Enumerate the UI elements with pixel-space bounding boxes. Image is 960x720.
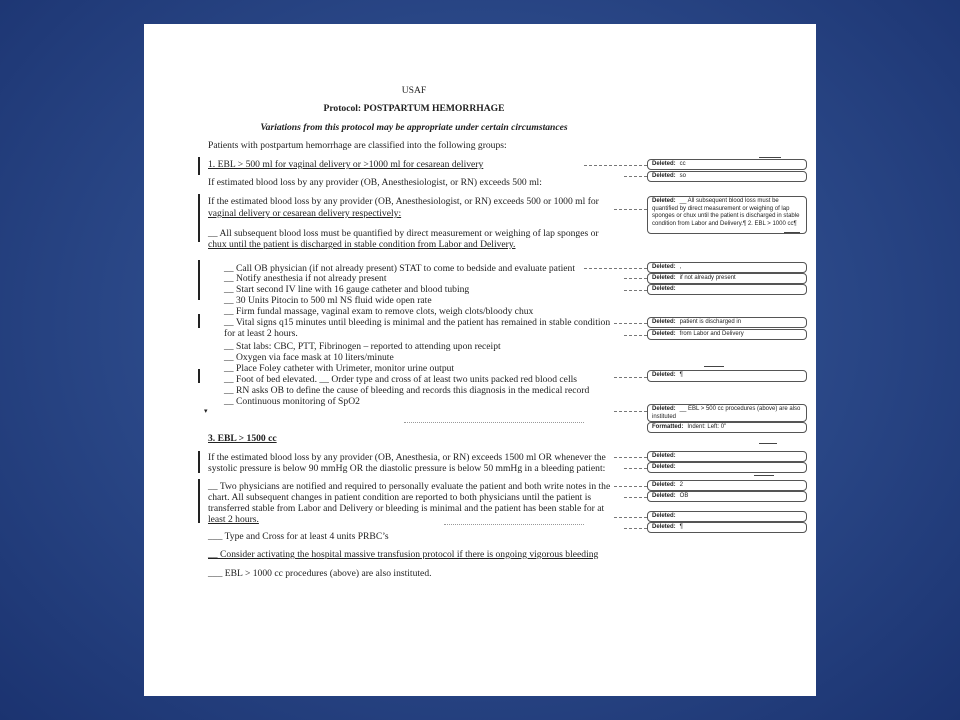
org-heading: USAF: [401, 85, 427, 96]
list-item: __ Notify anesthesia if not already present: [224, 273, 387, 284]
comment-balloon[interactable]: [647, 171, 807, 182]
comment-balloon[interactable]: [647, 262, 807, 273]
comment-text: if not already present: [679, 275, 736, 281]
section1-para-a: If the estimated blood loss by any provider (OB, Anesthesiologist, or RN) exceeds 500 or 1000 ml for: [208, 196, 599, 207]
comment-label: Deleted:: [652, 319, 676, 325]
comment-balloon[interactable]: [647, 491, 807, 502]
comment-text: patient is discharged in: [679, 319, 742, 325]
change-bar: [198, 369, 200, 383]
list-item: __ Oxygen via face mask at 10 liters/minute: [224, 352, 394, 363]
list-item: __ Stat labs: CBC, PTT, Fibrinogen – reported to attending upon receipt: [224, 341, 501, 352]
comment-text: OB: [679, 493, 689, 499]
change-bar: [198, 479, 200, 523]
comment-text: cc: [679, 161, 686, 167]
variation-note: Variations from this protocol may be appropriate under certain circumstances: [260, 122, 568, 133]
comment-leader: [624, 290, 647, 291]
section1-para-b: vaginal delivery or cesarean delivery respectively:: [208, 208, 402, 219]
comment-leader: [624, 335, 647, 336]
comment-balloon[interactable]: [647, 273, 807, 284]
comment-text: ¶: [679, 372, 683, 378]
section3-two-d: least 2 hours.: [208, 514, 259, 525]
comment-label: Deleted:: [652, 482, 676, 488]
comment-leader: [624, 528, 647, 529]
comment-balloon[interactable]: [647, 317, 807, 328]
comment-text: 2: [679, 482, 684, 488]
comment-balloon[interactable]: [647, 284, 807, 295]
scan-mark: [704, 366, 724, 367]
scan-mark: [444, 524, 584, 525]
comment-label: Deleted:: [652, 513, 676, 519]
section3-para-a: If the estimated blood loss by any provider (OB, Anesthesia, or RN) exceeds 1500 ml OR whenever the: [208, 452, 606, 463]
comment-label: Deleted:: [652, 493, 676, 499]
comment-leader: [614, 457, 647, 458]
comment-leader: [624, 278, 647, 279]
list-item: __ Start second IV line with 16 gauge catheter and blood tubing: [224, 284, 470, 295]
comment-text: from Labor and Delivery: [679, 331, 744, 337]
comment-leader: [624, 176, 647, 177]
list-item: for at least 2 hours.: [224, 328, 298, 339]
list-item: __ Place Foley catheter with Urimeter, monitor urine output: [224, 363, 455, 374]
comment-label: Deleted:: [652, 372, 676, 378]
change-bar: [198, 314, 200, 328]
comment-leader: [624, 497, 647, 498]
change-bar: [198, 260, 200, 300]
section3-two-a: __ Two physicians are notified and required to personally evaluate the patient and both write notes in the: [208, 481, 611, 492]
change-bar: [198, 157, 200, 175]
document-page: [144, 24, 816, 696]
comment-balloon[interactable]: [647, 159, 807, 170]
scan-mark: [404, 422, 584, 423]
comment-balloon[interactable]: [647, 451, 807, 462]
comment-leader: [624, 468, 647, 469]
comment-label: Deleted:: [652, 524, 676, 530]
scan-mark: [759, 157, 781, 158]
comment-label: Deleted:: [652, 331, 676, 337]
comment-label: Deleted:: [652, 198, 676, 204]
comment-balloon[interactable]: [647, 329, 807, 340]
section1-sub-a: __ All subsequent blood loss must be quantified by direct measurement or weighing of lap sponges or: [208, 228, 599, 239]
comment-text: ¶: [679, 524, 683, 530]
section1-heading: 1. EBL > 500 ml for vaginal delivery or >1000 ml for cesarean delivery: [208, 159, 484, 170]
list-item: __ RN asks OB to define the cause of bleeding and records this diagnosis in the medical record: [224, 385, 590, 396]
scan-mark: [754, 475, 774, 476]
list-item: __ Vital signs q15 minutes until bleeding is minimal and the patient has remained in stable condition: [224, 317, 611, 328]
comment-leader: [614, 486, 647, 487]
comment-balloon[interactable]: [647, 370, 807, 382]
comment-leader: [614, 517, 647, 518]
section1-line: If estimated blood loss by any provider (OB, Anesthesiologist, or RN) exceeds 500 ml:: [208, 177, 542, 188]
list-item: __ Foot of bed elevated. __ Order type and cross of at least two units packed red blood cells: [224, 374, 578, 385]
comment-text: Indent: Left: 0": [687, 424, 727, 430]
section3-para-b: systolic pressure is below 90 mmHg OR the diastolic pressure is below 50 mmHg in a bleeding patient:: [208, 463, 606, 474]
comment-label: Deleted:: [652, 286, 676, 292]
comment-balloon[interactable]: [647, 480, 807, 491]
comment-leader: [614, 209, 647, 210]
comment-leader: [584, 268, 647, 269]
section3-two-c: transferred stable from Labor and Delivery or bleeding is minimal and the patient has been stable for at: [208, 503, 605, 514]
scan-mark: [759, 443, 777, 444]
comment-leader: [614, 323, 647, 324]
comment-balloon[interactable]: [647, 422, 807, 433]
comment-balloon[interactable]: [647, 196, 807, 234]
list-item: __ Call OB physician (if not already present) STAT to come to bedside and evaluate patient: [224, 263, 575, 274]
comment-label: Deleted:: [652, 173, 676, 179]
scan-mark: [784, 232, 800, 233]
section3-type-cross: ___ Type and Cross for at least 4 units PRBC’s: [208, 531, 389, 542]
comment-text: so: [679, 173, 687, 179]
comment-label: Deleted:: [652, 264, 676, 270]
section3-heading: 3. EBL > 1500 cc: [208, 433, 277, 444]
section3-two-b: chart. All subsequent changes in patient condition are reported to both physicians until the patient is: [208, 492, 592, 503]
comment-balloon[interactable]: [647, 462, 807, 473]
section3-consider: __ Consider activating the hospital massive transfusion protocol if there is ongoing vigorous bleeding: [208, 549, 599, 560]
list-item: __ 30 Units Pitocin to 500 ml NS fluid wide open rate: [224, 295, 432, 306]
comment-label: Deleted:: [652, 275, 676, 281]
section1-sub-b: chux until the patient is discharged in stable condition from Labor and Delivery.: [208, 239, 516, 250]
change-bar: [198, 194, 200, 242]
comment-label: Deleted:: [652, 464, 676, 470]
comment-label: Deleted:: [652, 161, 676, 167]
comment-balloon[interactable]: [647, 522, 807, 533]
comment-leader: [584, 165, 647, 166]
list-item: __ Continuous monitoring of SpO2: [224, 396, 360, 407]
comment-label: Deleted:: [652, 453, 676, 459]
change-bar: [198, 451, 200, 473]
section3-ebl-also: ___ EBL > 1000 cc procedures (above) are also instituted.: [208, 568, 432, 579]
comment-text: __ EBL > 500 cc procedures (above) are also instituted: [652, 406, 801, 420]
comment-balloon[interactable]: [647, 511, 807, 522]
intro-text: Patients with postpartum hemorrhage are classified into the following groups:: [208, 140, 507, 151]
comment-text: ,: [679, 264, 682, 270]
list-item: __ Firm fundal massage, vaginal exam to remove clots, weigh clots/bloody chux: [224, 306, 534, 317]
comment-label: Formatted:: [652, 424, 684, 430]
comment-balloon[interactable]: [647, 404, 807, 422]
comment-leader: [614, 411, 647, 412]
comment-text: __ All subsequent blood loss must be quantified by direct measurement or weighing of lap sponges or chux until the patient is discharged in stable condition from Labor and Delivery.¶ 2. EBL > 1000 cc¶: [652, 198, 800, 227]
arrow-marker: ▾: [204, 407, 208, 415]
protocol-title: Protocol: POSTPARTUM HEMORRHAGE: [323, 103, 505, 114]
comment-leader: [614, 377, 647, 378]
comment-label: Deleted:: [652, 406, 676, 412]
